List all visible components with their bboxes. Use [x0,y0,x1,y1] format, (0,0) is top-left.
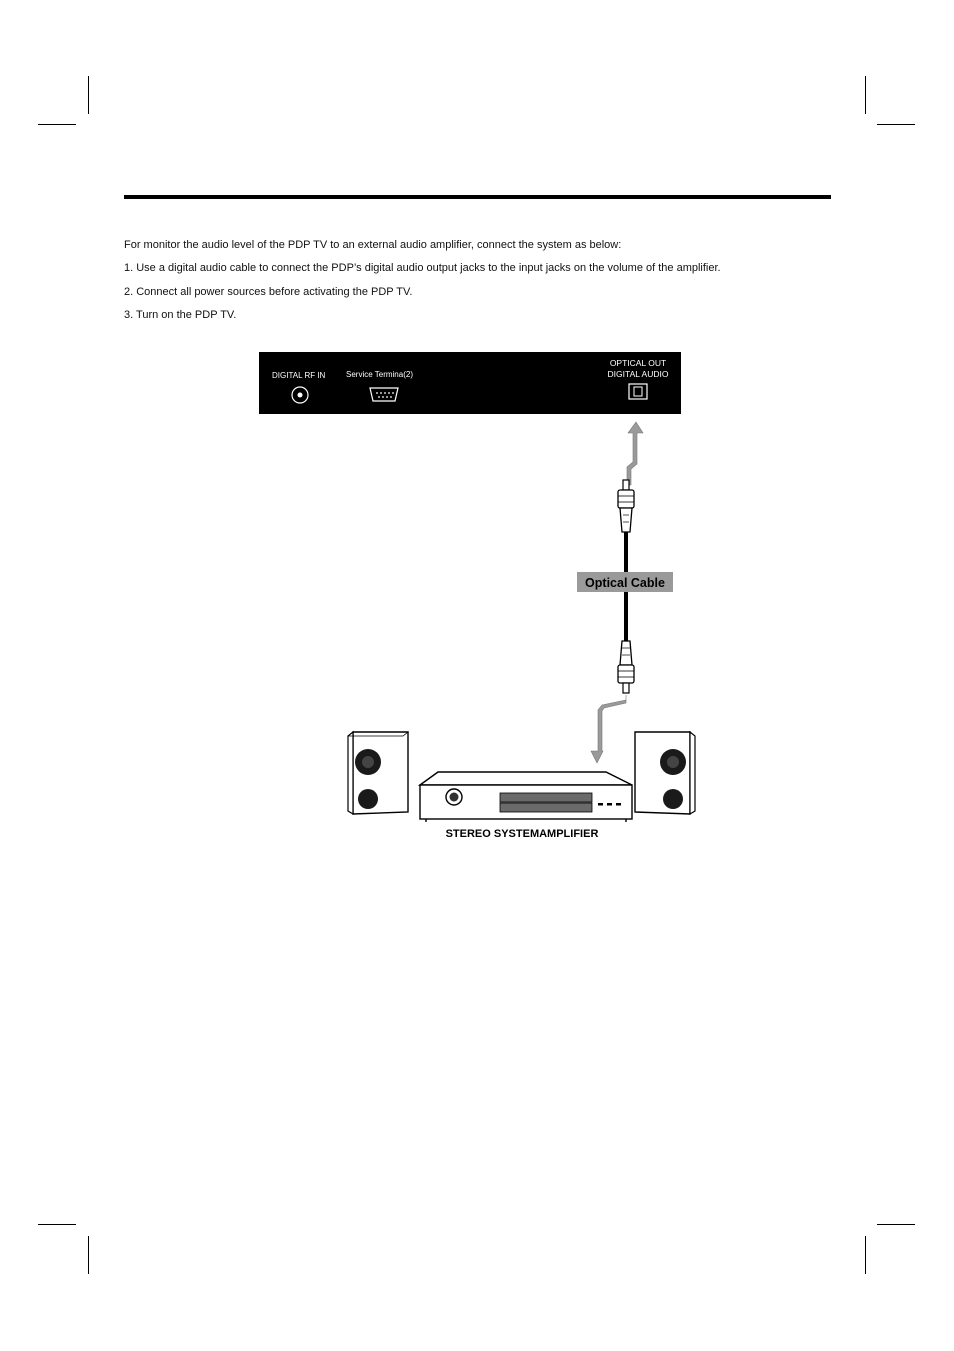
header-rule [124,195,831,199]
crop-mark-top-right-h [877,124,915,125]
cable-plug-bottom [618,641,634,693]
rf-in-label: DIGITAL RF IN [272,371,326,380]
cable-label-box [577,572,673,592]
right-speaker [635,732,695,814]
optical-cable-label: Optical Cable [585,576,665,590]
crop-mark-bottom-right-h [877,1224,915,1225]
connection-diagram [250,345,710,845]
left-speaker [348,732,408,814]
step-2: 2. Connect all power sources before activating the PDP TV. [124,286,413,298]
intro-text: For monitor the audio level of the PDP TV to an external audio amplifier, connect the system as below: [124,239,622,251]
stereo-amplifier [420,772,632,822]
optical-out-label: OPTICAL OUT [609,358,667,368]
optical-cable [577,480,673,693]
crop-mark-bottom-right-v [865,1236,866,1274]
digital-audio-label: DIGITAL AUDIO [607,369,669,379]
cable-plug-top [618,480,634,532]
amplifier-label: STEREO SYSTEMAMPLIFIER [445,828,599,840]
crop-mark-bottom-left-v [88,1236,89,1274]
arrow-up-to-panel [627,422,643,485]
service-terminal-label: Service Termina(2) [346,370,413,379]
arrow-down-to-amplifier [591,695,626,763]
amplifier-display-top [500,793,592,802]
tv-rear-panel [259,352,681,414]
crop-mark-top-left-v [88,76,89,114]
left-speaker-woofer [358,789,378,809]
crop-mark-bottom-left-h [38,1224,76,1225]
crop-mark-top-right-v [865,76,866,114]
step-3: 3. Turn on the PDP TV. [124,309,237,321]
crop-mark-top-left-h [38,124,76,125]
step-1: 1. Use a digital audio cable to connect the PDP’s digital audio output jacks to the input jacks on the volume of the amplifier. [124,262,721,274]
amplifier-display-bottom [500,803,592,812]
right-speaker-woofer [663,789,683,809]
